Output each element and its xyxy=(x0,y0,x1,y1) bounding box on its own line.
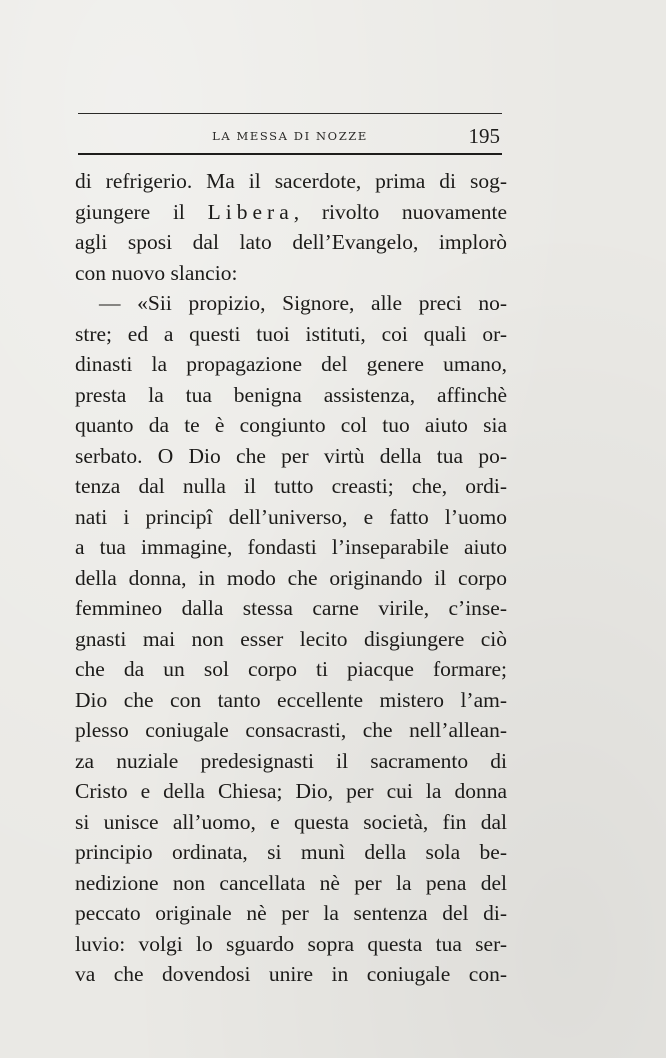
text-line: — «Sii propizio, Signore, alle preci no- xyxy=(99,291,507,315)
page-header xyxy=(78,124,502,152)
text-line: gnasti mai non esser lecito disgiungere ciò xyxy=(75,626,507,651)
text-line: principio ordinata, si munì della sola be- xyxy=(75,840,507,864)
text-line: nedizione non cancellata nè per la pena del xyxy=(75,870,507,895)
text-line: di refrigerio. Ma il sacerdote, prima di sog- xyxy=(75,169,507,193)
text-line: che da un sol corpo ti piacque formare; xyxy=(75,657,507,681)
text-line: serbato. O Dio che per virtù della tua po- xyxy=(75,443,507,468)
text-line: plesso coniugale consacrasti, che nell’allean- xyxy=(75,718,507,742)
text-line: si unisce all’uomo, e questa società, fin dal xyxy=(75,809,507,834)
text-line: Cristo e della Chiesa; Dio, per cui la donna xyxy=(75,779,507,803)
text-line: con nuovo slancio: xyxy=(75,260,238,285)
text-line: dinasti la propagazione del genere umano, xyxy=(75,352,507,376)
spaced-word: Libera xyxy=(207,199,294,224)
header-top-rule xyxy=(78,113,502,114)
text-line: nati i principî dell’universo, e fatto l’uomo xyxy=(75,504,507,529)
running-head: LA MESSA DI NOZZE xyxy=(212,129,368,143)
text-line: presta la tua benigna assistenza, affinchè xyxy=(75,382,507,407)
text-line: a tua immagine, fondasti l’inseparabile aiuto xyxy=(75,535,507,559)
text-line: tenza dal nulla il tutto creasti; che, ordi- xyxy=(75,474,507,498)
text-line: giungere il Libera, rivolto nuovamente xyxy=(75,199,507,224)
text-line: peccato originale nè per la sentenza del di- xyxy=(75,901,507,925)
text-line: Dio che con tanto eccellente mistero l’am- xyxy=(75,687,507,712)
text-line: stre; ed a questi tuoi istituti, coi quali or- xyxy=(75,321,507,346)
text-line: agli sposi dal lato dell’Evangelo, implorò xyxy=(75,230,507,254)
header-bottom-rule xyxy=(78,153,502,155)
body-text xyxy=(75,166,507,990)
text-line: della donna, in modo che originando il corpo xyxy=(75,565,507,590)
text-line: femmineo dalla stessa carne virile, c’inse- xyxy=(75,596,507,620)
text-line: va che dovendosi unire in coniugale con- xyxy=(75,962,507,986)
text-line: luvio: volgi lo sguardo sopra questa tua ser- xyxy=(75,931,507,956)
text-line: quanto da te è congiunto col tuo aiuto sia xyxy=(75,413,507,437)
text-line: za nuziale predesignasti il sacramento di xyxy=(75,748,507,773)
page-number: 195 xyxy=(468,124,500,148)
